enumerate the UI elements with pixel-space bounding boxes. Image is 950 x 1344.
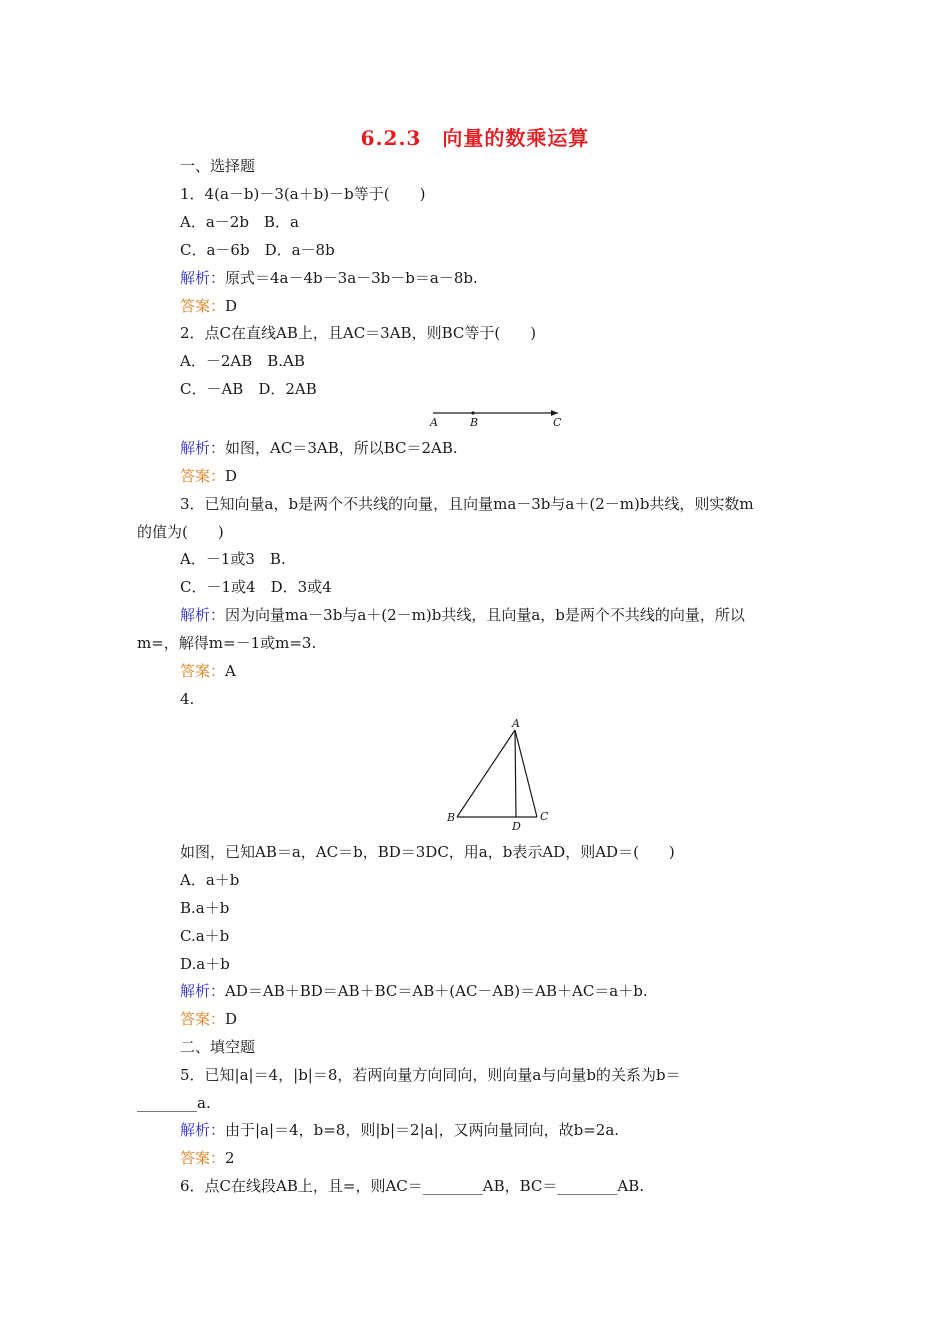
section-heading: 二、填空题 [180, 1038, 256, 1056]
question-4-solution [180, 980, 648, 1002]
question-1-options-ab: A．a－2b B．a [180, 213, 299, 231]
question-5-answer [180, 1147, 235, 1169]
question-2-stem: 2．点C在直线AB上，且AC＝3AB，则BC等于( ) [180, 324, 537, 342]
question-2-solution [180, 437, 458, 459]
question-4-answer [180, 1008, 237, 1030]
answer-label: 答案： [180, 467, 226, 485]
question-2-answer [180, 465, 237, 487]
solution-text: 如图，AC＝3AB，所以BC＝2AB. [225, 439, 458, 457]
question-3-options-cd: C．－1或4 D．3或4 [180, 578, 332, 596]
point-label-d: D [512, 820, 521, 833]
answer-label: 答案： [180, 1149, 226, 1167]
question-2-options-cd: C．－AB D．2AB [180, 380, 317, 398]
question-5-stem-cont: ________a. [137, 1094, 211, 1112]
question-3-stem-cont: 的值为( ) [137, 523, 224, 541]
solution-label: 解析： [180, 1121, 226, 1139]
question-6-stem: 6．点C在线段AB上，且=，则AC＝________AB，BC＝________AB. [180, 1177, 645, 1195]
triangle-figure [440, 716, 560, 834]
vertex-label-b: B [447, 811, 456, 824]
question-4-option-b: B.a＋b [180, 899, 230, 917]
question-4-option-a: A．a＋b [180, 871, 240, 889]
point-label-a: A [430, 416, 438, 429]
page-title: 6.2.3 向量的数乘运算 [360, 126, 590, 150]
question-3-solution [180, 604, 745, 626]
vertex-label-c: C [540, 810, 549, 823]
vertex-label-a: A [512, 717, 520, 730]
answer-label: 答案： [180, 297, 226, 315]
question-5-solution [180, 1119, 619, 1141]
question-3-answer [180, 660, 236, 682]
question-1-solution [180, 267, 478, 289]
point-label-b: B [470, 416, 479, 429]
answer-value: D [225, 467, 238, 485]
solution-label: 解析： [180, 269, 226, 287]
answer-value: 2 [225, 1149, 235, 1167]
question-4-option-d: D.a＋b [180, 955, 230, 973]
question-1-stem: 1．4(a－b)－3(a＋b)－b等于( ) [180, 185, 426, 203]
solution-label: 解析： [180, 982, 226, 1000]
answer-label: 答案： [180, 662, 226, 680]
line-segment-figure [425, 404, 570, 430]
question-1-answer [180, 295, 237, 317]
solution-text: 因为向量ma－3b与a＋(2－m)b共线，且向量a，b是两个不共线的向量，所以 [225, 606, 745, 624]
solution-text: AD＝AB＋BD＝AB＋BC＝AB＋(AC－AB)＝AB＋AC＝a＋b. [225, 982, 648, 1000]
question-1-options-cd: C．a－6b D．a－8b [180, 241, 335, 259]
question-4-stem: 如图，已知AB＝a，AC＝b，BD＝3DC，用a，b表示AD，则AD＝( ) [180, 843, 675, 861]
answer-value: A [225, 662, 236, 680]
question-3-solution-cont: m=，解得m=－1或m=3. [137, 634, 317, 652]
question-4-option-c: C.a＋b [180, 927, 230, 945]
question-3-options-ab: A．－1或3 B. [180, 550, 286, 568]
question-4-number: 4. [180, 690, 195, 708]
question-5-stem: 5．已知|a|＝4，|b|＝8，若两向量方向同向，则向量a与向量b的关系为b＝ [180, 1066, 681, 1084]
question-2-options-ab: A．－2AB B.AB [180, 352, 305, 370]
solution-text: 原式＝4a－4b－3a－3b－b＝a－8b. [225, 269, 478, 287]
answer-value: D [225, 1010, 238, 1028]
solution-label: 解析： [180, 439, 226, 457]
solution-label: 解析： [180, 606, 226, 624]
answer-label: 答案： [180, 1010, 226, 1028]
question-3-stem: 3．已知向量a，b是两个不共线的向量，且向量ma－3b与a＋(2－m)b共线，则实数m [180, 495, 754, 513]
section-heading: 一、选择题 [180, 157, 256, 175]
answer-value: D [225, 297, 238, 315]
point-label-c: C [553, 416, 562, 429]
solution-text: 由于|a|＝4，b=8，则|b|＝2|a|，又两向量同向，故b=2a. [225, 1121, 620, 1139]
